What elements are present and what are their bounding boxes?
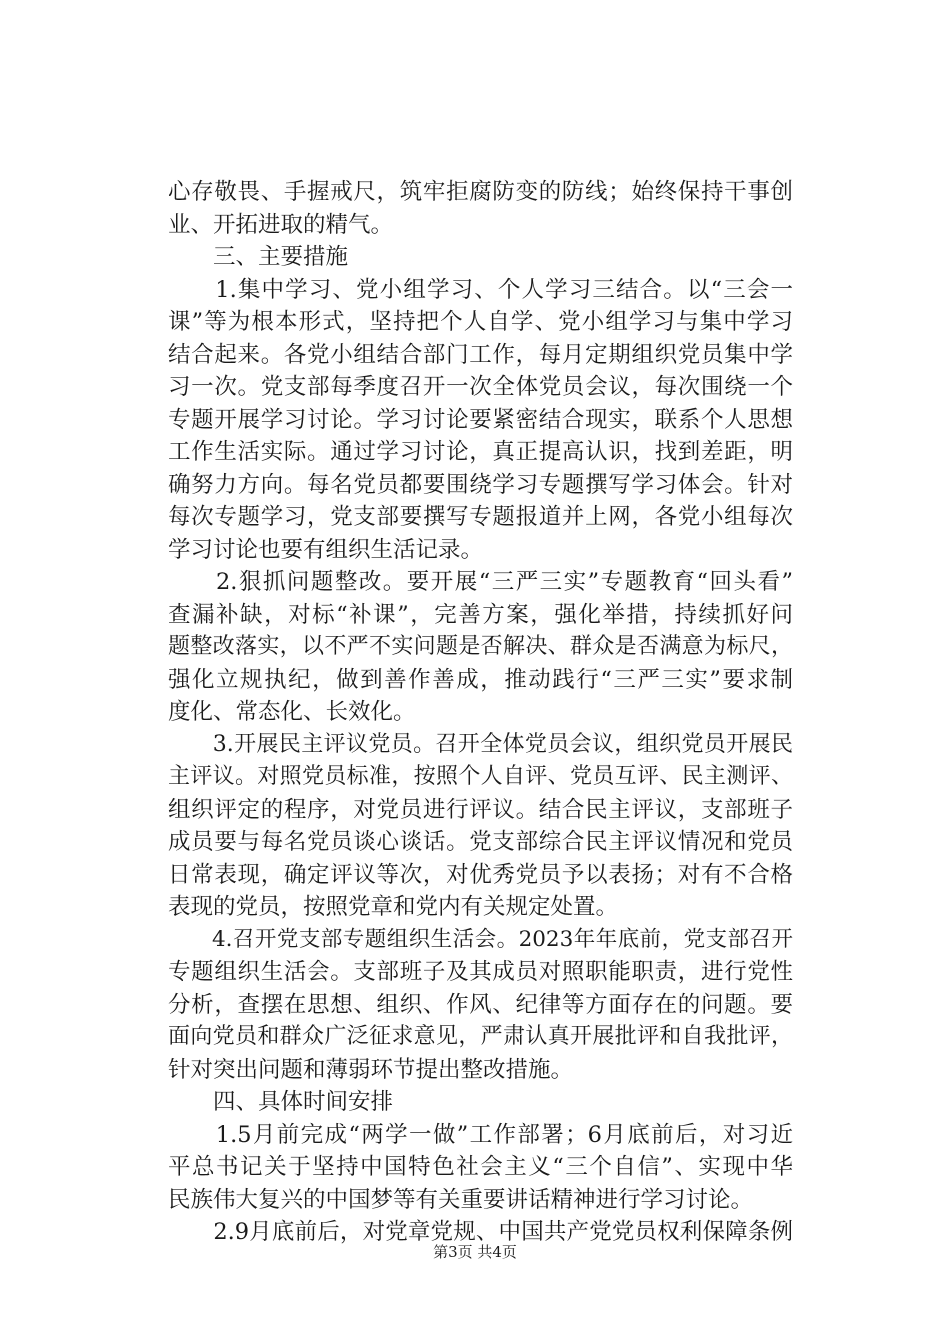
text-line: 2.9月底前后，对党章党规、中国共产党党员权利保障条例 xyxy=(168,1219,793,1245)
text-line: 习一次。党支部每季度召开一次全体党员会议，每次围绕一个 xyxy=(168,374,793,400)
text-line: 2.狠抓问题整改。要开展“三严三实”专题教育“回头看” xyxy=(168,569,793,595)
text-line: 成员要与每名党员谈心谈话。党支部综合民主评议情况和党员 xyxy=(168,829,793,855)
text-line: 表现的党员，按照党章和党内有关规定处置。 xyxy=(168,894,619,920)
text-line: 分析，查摆在思想、组织、作风、纪律等方面存在的问题。要 xyxy=(168,991,793,1018)
text-line: 民族伟大复兴的中国梦等有关重要讲话精神进行学习讨论。 xyxy=(168,1186,754,1213)
text-line: 面向党员和群众广泛征求意见，严肃认真开展批评和自我批评， xyxy=(168,1024,793,1049)
text-line: 1.集中学习、党小组学习、个人学习三结合。以“三会一 xyxy=(168,276,793,303)
page-footer: 第3页 共4页 xyxy=(433,1243,517,1261)
text-line: 专题开展学习讨论。学习讨论要紧密结合现实，联系个人思想 xyxy=(168,406,793,433)
text-line: 四、具体时间安排 xyxy=(168,1089,394,1115)
text-line: 题整改落实，以不严不实问题是否解决、群众是否满意为标尺， xyxy=(168,634,793,659)
text-line: 度化、常态化、长效化。 xyxy=(168,699,416,725)
text-line: 确努力方向。每名党员都要围绕学习专题撰写学习体会。针对 xyxy=(168,471,793,498)
text-line: 专题组织生活会。支部班子及其成员对照职能职责，进行党性 xyxy=(168,959,793,985)
text-line: 每次专题学习，党支部要撰写专题报道并上网，各党小组每次 xyxy=(168,504,793,530)
text-line: 1.5月前完成“两学一做”工作部署；6月底前后，对习近 xyxy=(168,1121,793,1148)
text-line: 工作生活实际。通过学习讨论，真正提高认识，找到差距，明 xyxy=(168,439,793,465)
text-line: 3.开展民主评议党员。召开全体党员会议，组织党员开展民 xyxy=(168,731,793,757)
text-line: 4.召开党支部专题组织生活会。2023年年底前，党支部召开 xyxy=(168,926,793,952)
text-line: 心存敬畏、手握戒尺，筑牢拒腐防变的防线；始终保持干事创 xyxy=(168,179,793,205)
text-line: 主评议。对照党员标准，按照个人自评、党员互评、民主测评、 xyxy=(168,764,793,789)
text-line: 针对突出问题和薄弱环节提出整改措施。 xyxy=(168,1056,574,1083)
text-line: 业、开拓进取的精气。 xyxy=(168,211,394,238)
text-line: 结合起来。各党小组结合部门工作，每月定期组织党员集中学 xyxy=(168,341,793,368)
text-line: 三、主要措施 xyxy=(168,244,349,270)
text-line: 组织评定的程序，对党员进行评议。结合民主评议，支部班子 xyxy=(168,796,793,823)
text-line: 强化立规执纪，做到善作善成，推动践行“三严三实”要求制 xyxy=(168,666,793,693)
text-line: 平总书记关于坚持中国特色社会主义“三个自信”、实现中华 xyxy=(168,1154,793,1180)
document-body xyxy=(168,176,793,1249)
text-line: 课”等为根本形式，坚持把个人自学、党小组学习与集中学习 xyxy=(168,309,793,335)
text-line: 学习讨论也要有组织生活记录。 xyxy=(168,536,484,563)
text-line: 查漏补缺，对标“补课”，完善方案，强化举措，持续抓好问 xyxy=(168,601,793,628)
text-line: 日常表现，确定评议等次，对优秀党员予以表扬；对有不合格 xyxy=(168,861,793,888)
